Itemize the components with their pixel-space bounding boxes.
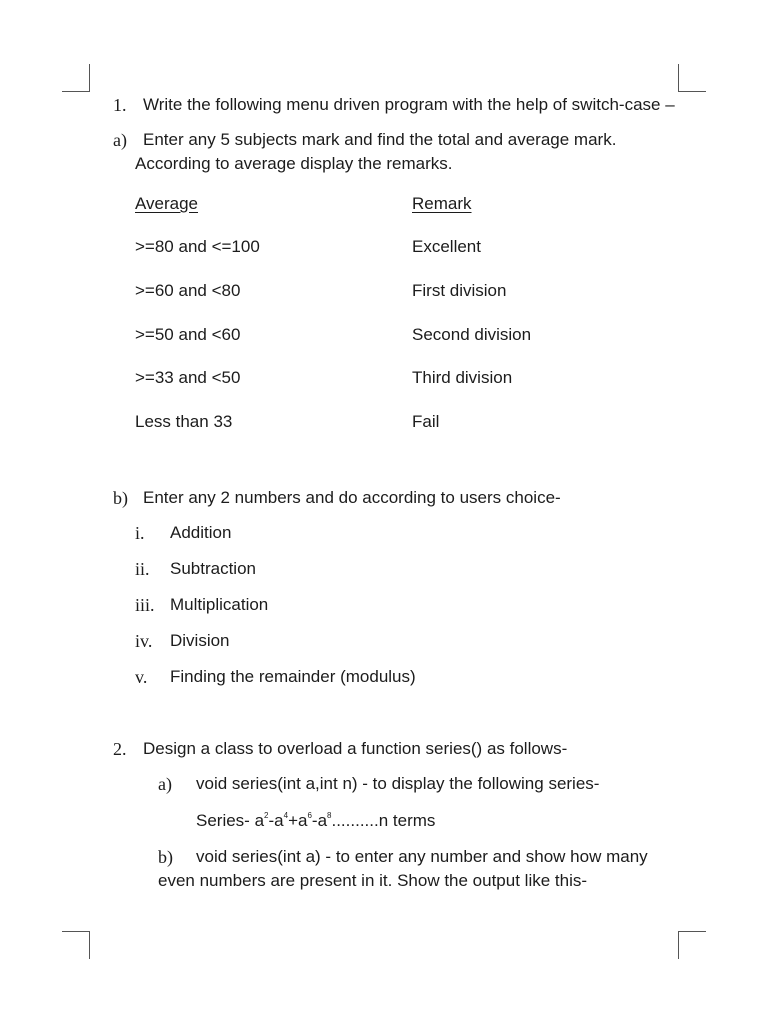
- series-expression: Series- $a^2-a^4+a^6-a^8..........n$ terms: [196, 811, 436, 830]
- list-item-number: i.: [135, 523, 145, 543]
- crop-mark-bottom-left: [62, 931, 90, 932]
- table-row-remark: Fail: [412, 412, 440, 431]
- q2-part-b-line-2: even numbers are present in it. Show the output like this-: [158, 871, 588, 890]
- q2-part-a-label: a): [158, 774, 172, 794]
- question-2-number: 2.: [113, 739, 127, 759]
- table-row-average: >=60 and <80: [135, 281, 241, 300]
- crop-mark-top-left: [62, 91, 90, 92]
- part-a-line-2: According to average display the remarks.: [135, 154, 453, 173]
- q2-part-b-label: b): [158, 847, 173, 867]
- crop-mark-bottom-right: [678, 931, 679, 959]
- q2-part-b-line-1: void series(int a) - to enter any number and show how many: [196, 847, 648, 866]
- table-row-average: >=33 and <50: [135, 368, 241, 387]
- table-header-remark: Remark: [412, 194, 472, 213]
- part-a-label: a): [113, 130, 127, 150]
- q2-part-a-text: void series(int a,int n) - to display the following series-: [196, 774, 600, 793]
- crop-mark-top-right: [678, 64, 679, 92]
- question-2-text: Design a class to overload a function series() as follows-: [143, 739, 568, 758]
- list-item-number: v.: [135, 667, 148, 687]
- table-header-average: Average: [135, 194, 199, 213]
- list-item: Division: [170, 631, 230, 650]
- table-row-remark: First division: [412, 281, 507, 300]
- crop-mark-bottom-left: [89, 931, 90, 959]
- list-item-number: iv.: [135, 631, 153, 651]
- question-1-number: 1.: [113, 95, 127, 115]
- part-b-text: Enter any 2 numbers and do according to users choice-: [143, 488, 561, 507]
- table-row-remark: Third division: [412, 368, 513, 387]
- table-row-average: >=50 and <60: [135, 325, 241, 344]
- crop-mark-top-left: [89, 64, 90, 92]
- table-row-average: Less than 33: [135, 412, 233, 431]
- list-item-number: ii.: [135, 559, 150, 579]
- part-b-label: b): [113, 488, 128, 508]
- crop-mark-bottom-right: [678, 931, 706, 932]
- list-item: Addition: [170, 523, 232, 542]
- part-a-line-1: Enter any 5 subjects mark and find the total and average mark.: [143, 130, 617, 149]
- question-1-text: Write the following menu driven program with the help of switch-case –: [143, 95, 675, 114]
- table-row-remark: Second division: [412, 325, 532, 344]
- list-item: Multiplication: [170, 595, 269, 614]
- crop-mark-top-right: [678, 91, 706, 92]
- list-item: Subtraction: [170, 559, 256, 578]
- table-row-average: >=80 and <=100: [135, 237, 260, 256]
- list-item-number: iii.: [135, 595, 155, 615]
- list-item: Finding the remainder (modulus): [170, 667, 416, 686]
- table-row-remark: Excellent: [412, 237, 481, 256]
